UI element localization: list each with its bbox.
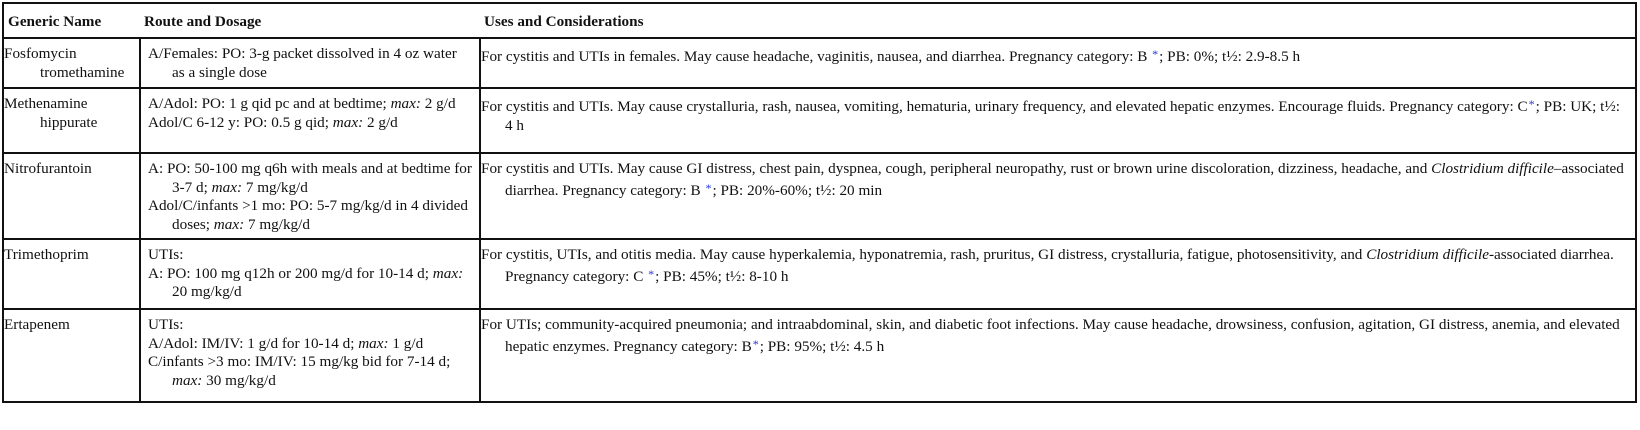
dosage-line: A: PO: 50-100 mg q6h with meals and at bedtime for 3-7 d; max: 7 mg/kg/d [148,160,472,196]
header-generic-name: Generic Name [3,3,140,38]
dosage-line: C/infants >3 mo: IM/IV: 15 mg/kg bid for 7-14 d; max: 30 mg/kg/d [148,353,451,389]
uses-cell [480,309,1636,402]
uses-text: For cystitis and UTIs. May cause GI distress, chest pain, dyspnea, cough, peripheral neuropathy, rust or brown urine discoloration, dizziness, headache, and Clostridium difficile–associated diarrhea. Pregnancy category: B *; PB: 20%-60%; t½: 20 min [481,160,1624,199]
asterisk-footnote: * [1528,97,1535,111]
dosage-line: Adol/C 6-12 y: PO: 0.5 g qid; max: 2 g/d [148,113,398,131]
table-row [3,239,1636,309]
dosage-cell [140,38,480,88]
uses-text: For UTIs; community-acquired pneumonia; and intraabdominal, skin, and diabetic foot infections. May cause headache, drowsiness, confusion, agitation, GI distress, anemia, and elevated hepatic enzymes. Pregnancy category: B*; PB: 95%; t½: 4.5 h [481,316,1620,355]
drug-table [2,2,1637,403]
dosage-line: Adol/C/infants >1 mo: PO: 5-7 mg/kg/d in 4 divided doses; max: 7 mg/kg/d [148,197,468,233]
dosage-line: UTIs: [148,316,184,333]
asterisk-footnote: * [705,180,712,195]
table-row [3,153,1636,239]
uses-text: For cystitis and UTIs in females. May cause headache, vaginitis, nausea, and diarrhea. Pregnancy category: B *; PB: 0%; t½: 2.9-8.5 h [481,47,1301,65]
header-route-dosage: Route and Dosage [140,3,480,38]
table-row [3,309,1636,402]
generic-name-cell: Trimethoprim [3,239,140,309]
dosage-line: A: PO: 100 mg q12h or 200 mg/d for 10-14 d; max: 20 mg/kg/d [148,264,464,300]
dosage-line: A/Females: PO: 3-g packet dissolved in 4 oz water as a single dose [148,45,457,81]
dosage-cell [140,309,480,402]
dosage-line: A/Adol: PO: 1 g qid pc and at bedtime; max: 2 g/d [148,95,456,112]
dosage-line: UTIs: [148,246,184,263]
uses-text: For cystitis, UTIs, and otitis media. May cause hyperkalemia, hyponatremia, rash, pruritus, GI distress, crystalluria, fatigue, photosensitivity, and Clostridium difficile-associated diarrhea. Pregnancy category: C *; PB: 45%; t½: 8-10 h [481,246,1614,285]
generic-name-cell: Methenamine hippurate [3,88,140,153]
header-row [3,3,1636,38]
asterisk-footnote: * [752,336,759,351]
uses-text: For cystitis and UTIs. May cause crystalluria, rash, nausea, vomiting, hematuria, urinary frequency, and elevated hepatic enzymes. Encourage fluids. Pregnancy category: C*; PB: UK; t½: 4 h [481,97,1621,134]
table-row [3,88,1636,153]
asterisk-footnote: * [648,266,655,281]
dosage-cell [140,153,480,239]
uses-cell [480,153,1636,239]
generic-name-cell: Fosfomycin tromethamine [3,38,140,88]
table-row [3,38,1636,88]
dosage-cell [140,88,480,153]
generic-name-cell: Nitrofurantoin [3,153,140,239]
dosage-cell [140,239,480,309]
dosage-line: A/Adol: IM/IV: 1 g/d for 10-14 d; max: 1 g/d [148,334,424,352]
header-uses: Uses and Considerations [480,3,1636,38]
uses-cell [480,38,1636,88]
uses-cell [480,239,1636,309]
uses-cell [480,88,1636,153]
asterisk-footnote: * [1152,47,1159,61]
generic-name-cell: Ertapenem [3,309,140,402]
